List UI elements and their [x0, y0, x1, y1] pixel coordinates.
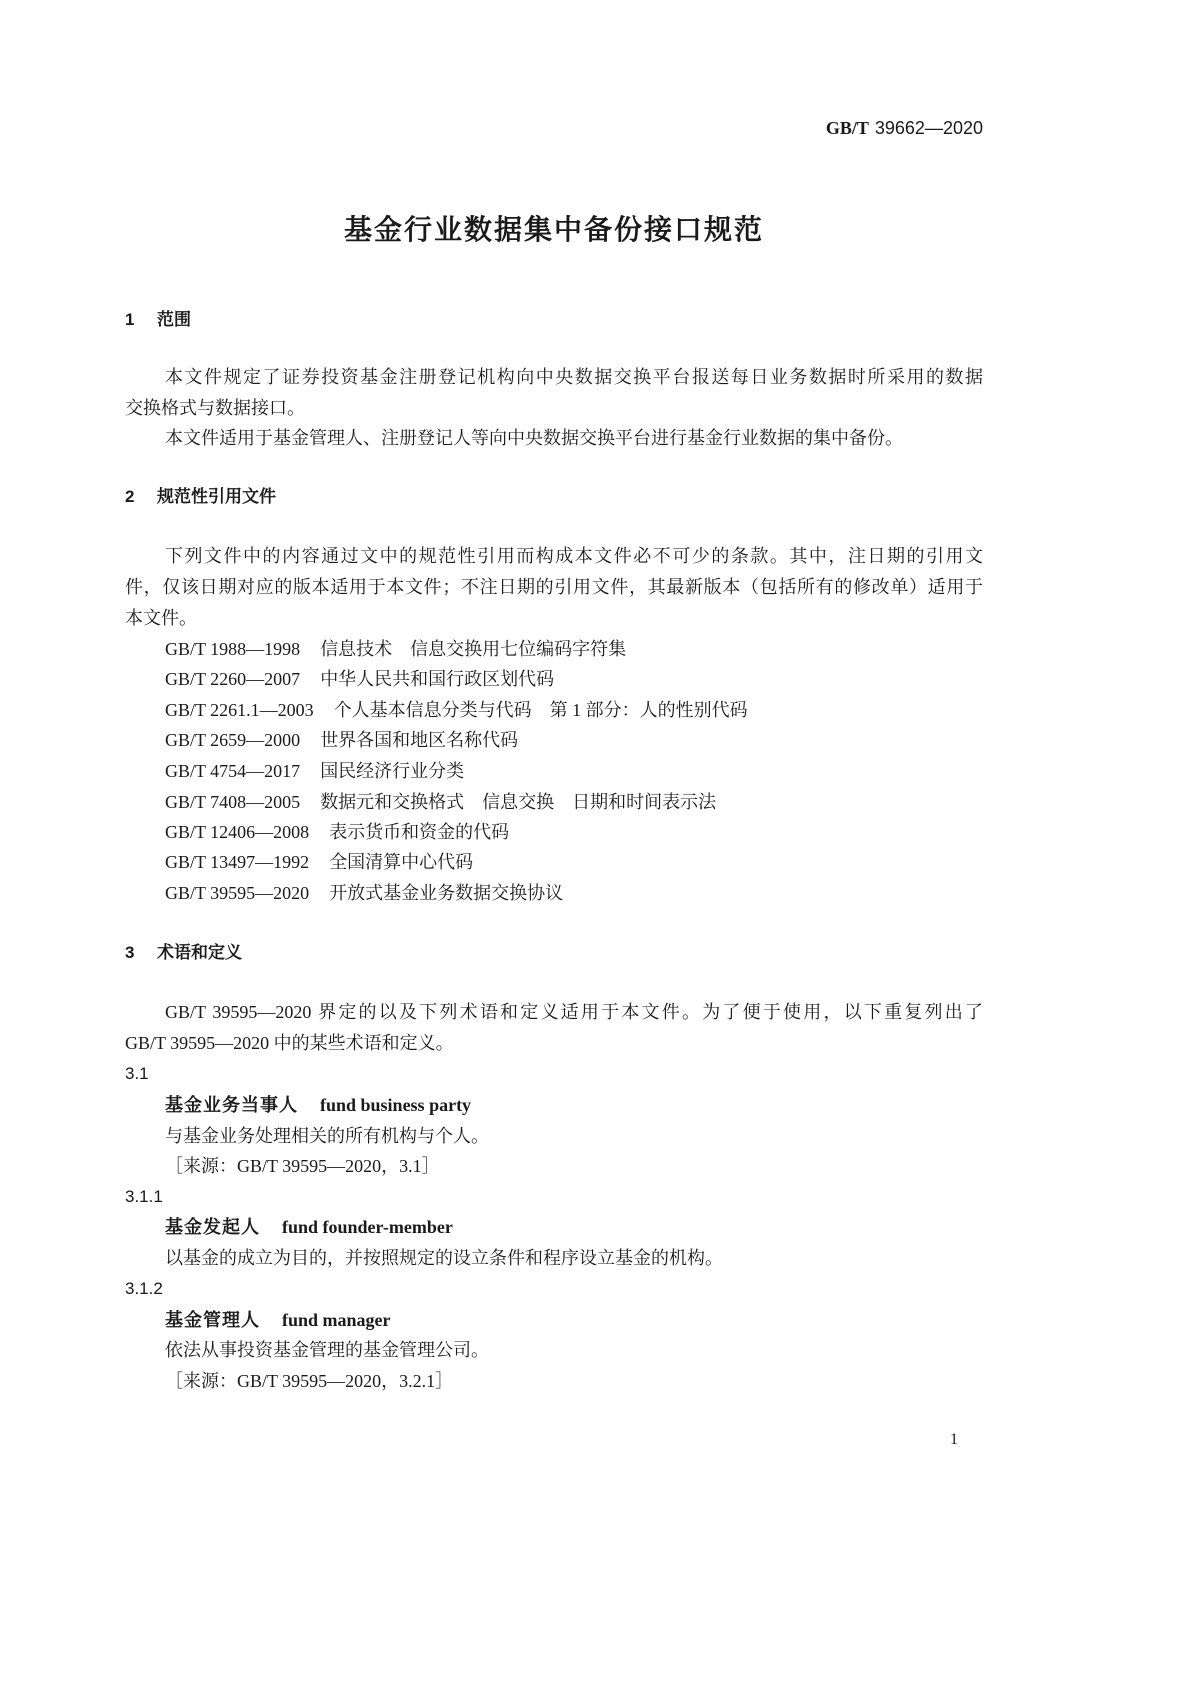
- reference-item: [165, 817, 983, 847]
- reference-code: GB/T 2260—2007: [165, 669, 301, 689]
- reference-code: GB/T 2261.1—2003: [165, 700, 314, 720]
- reference-title: 中华人民共和国行政区划代码: [320, 669, 555, 689]
- reference-title: 个人基本信息分类与代码 第 1 部分：人的性别代码: [333, 700, 748, 720]
- paragraph-line: 本文件适用于基金管理人、注册登记人等向中央数据交换平台进行基金行业数据的集中备份。: [165, 428, 903, 448]
- section-title: 规范性引用文件: [157, 487, 276, 506]
- term-name-zh: 基金业务当事人: [165, 1095, 298, 1115]
- reference-item: [165, 847, 983, 877]
- reference-title: 国民经济行业分类: [320, 761, 465, 781]
- document-title: 基金行业数据集中备份接口规范: [343, 214, 764, 245]
- reference-item: [165, 695, 983, 725]
- term-name-en: fund business party: [320, 1095, 472, 1115]
- term-number: 3.1: [125, 1064, 149, 1083]
- term-number: 3.1.2: [125, 1279, 163, 1298]
- term-heading: [165, 1090, 983, 1120]
- term-name-en: fund founder-member: [282, 1217, 453, 1237]
- term-source: ［来源：GB/T 39595—2020，3.2.1］: [165, 1371, 454, 1391]
- reference-title: 世界各国和地区名称代码: [320, 730, 519, 750]
- reference-item: [165, 634, 983, 664]
- term-name-zh: 基金管理人: [165, 1310, 260, 1330]
- term-name-zh: 基金发起人: [165, 1217, 260, 1237]
- reference-code: GB/T 2659—2000: [165, 730, 301, 750]
- reference-item: [165, 878, 983, 908]
- section-number: 3: [125, 943, 135, 962]
- term-name-en: fund manager: [282, 1310, 391, 1330]
- reference-title: 开放式基金业务数据交换协议: [329, 883, 564, 903]
- reference-item: [165, 756, 983, 786]
- reference-code: GB/T 12406—2008: [165, 822, 310, 842]
- reference-item: [165, 664, 983, 694]
- reference-code: GB/T 7408—2005: [165, 792, 301, 812]
- standard-number-header: [826, 113, 983, 143]
- reference-code: GB/T 13497—1992: [165, 852, 310, 872]
- term-definition: 以基金的成立为目的，并按照规定的设立条件和程序设立基金的机构。: [165, 1248, 723, 1268]
- section-2-heading: [125, 482, 983, 512]
- term-definition: 与基金业务处理相关的所有机构与个人。: [165, 1126, 489, 1146]
- term-heading: [165, 1212, 983, 1242]
- section-title: 范围: [157, 310, 191, 329]
- term-source: ［来源：GB/T 39595—2020，3.1］: [165, 1156, 440, 1176]
- term-number: 3.1.1: [125, 1187, 163, 1206]
- standard-code: 39662—2020: [874, 118, 983, 138]
- term-heading: [165, 1305, 983, 1335]
- section-number: 1: [125, 310, 135, 329]
- reference-code: GB/T 1988—1998: [165, 639, 301, 659]
- paragraph-line: 本文件。: [125, 608, 197, 628]
- page-number: 1: [950, 1431, 958, 1448]
- section-1-heading: [125, 305, 983, 335]
- reference-code: GB/T 39595—2020: [165, 883, 310, 903]
- standard-prefix: GB/T: [825, 118, 869, 138]
- reference-title: 表示货币和资金的代码: [329, 822, 510, 842]
- reference-item: [165, 725, 983, 755]
- term-definition: 依法从事投资基金管理的基金管理公司。: [165, 1340, 489, 1360]
- reference-title: 信息技术 信息交换用七位编码字符集: [320, 639, 627, 659]
- section-3-heading: [125, 938, 983, 968]
- paragraph-line: 件，仅该日期对应的版本适用于本文件；不注日期的引用文件，其最新版本（包括所有的修改单）适用于: [125, 577, 983, 597]
- paragraph-line: 本文件规定了证券投资基金注册登记机构向中央数据交换平台报送每日业务数据时所采用的数据: [165, 367, 983, 387]
- reference-title: 全国清算中心代码: [329, 852, 474, 872]
- paragraph-line: GB/T 39595—2020 中的某些术语和定义。: [125, 1033, 454, 1053]
- reference-code: GB/T 4754—2017: [165, 761, 301, 781]
- section-number: 2: [125, 487, 135, 506]
- section-title: 术语和定义: [157, 943, 242, 962]
- paragraph-line: GB/T 39595—2020 界定的以及下列术语和定义适用于本文件。为了便于使用，以下重复列出了: [165, 1002, 983, 1022]
- reference-title: 数据元和交换格式 信息交换 日期和时间表示法: [320, 792, 717, 812]
- paragraph-line: 下列文件中的内容通过文中的规范性引用而构成本文件必不可少的条款。其中，注日期的引用文: [165, 546, 983, 566]
- reference-item: [165, 787, 983, 817]
- paragraph-line: 交换格式与数据接口。: [125, 398, 305, 418]
